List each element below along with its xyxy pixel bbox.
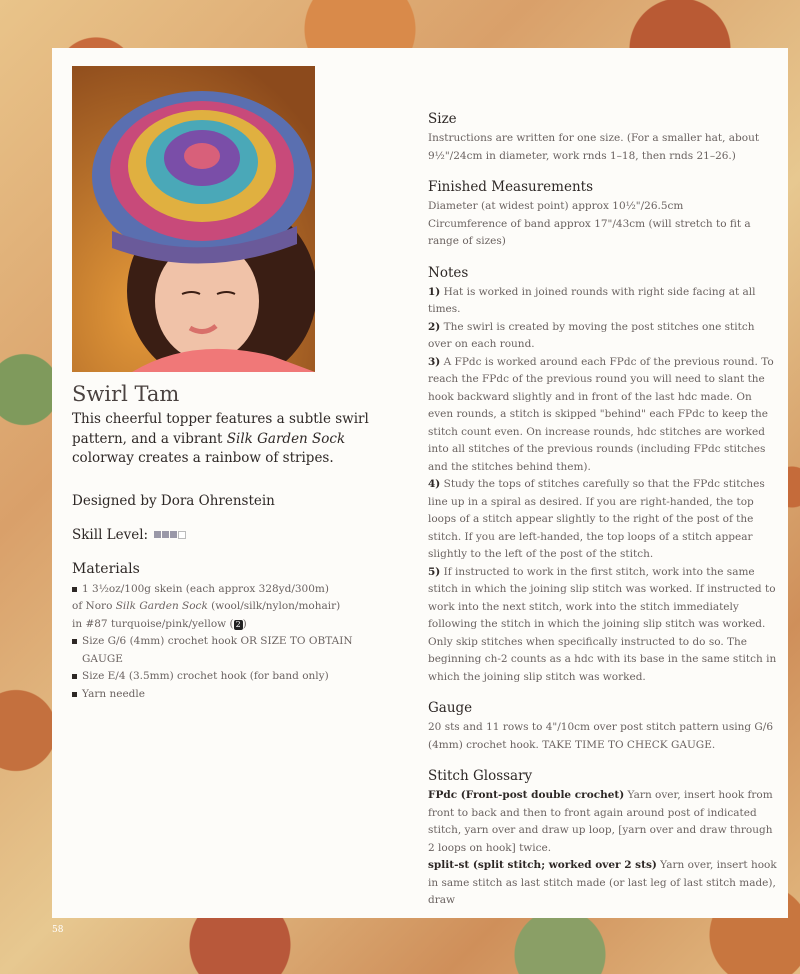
finished-measurements-section — [428, 179, 778, 251]
gauge-text: 20 sts and 11 rows to 4"/10cm over post stitch pattern using G/6 (4mm) crochet hook. TAKE TIME TO CHECK GAUGE. — [428, 721, 773, 751]
materials-item-needle: Yarn needle — [72, 686, 372, 704]
notes-heading: Notes — [428, 264, 469, 281]
skill-level — [72, 527, 372, 543]
size-section — [428, 111, 778, 165]
diameter-text: Diameter (at widest point) approx 10½"/26.5cm — [428, 200, 684, 212]
skill-box-filled — [170, 531, 177, 538]
hat-photo — [72, 66, 315, 372]
size-text: Instructions are written for one size. (For a smaller hat, about 9½"/24cm in diameter, work rnds 1–18, then rnds 21–26.) — [428, 132, 760, 162]
materials-item-hook-g: Size G/6 (4mm) crochet hook OR SIZE TO OBTAIN GAUGE — [72, 633, 372, 668]
instructions-column — [428, 111, 778, 924]
pattern-title: Swirl Tam — [72, 382, 180, 406]
bullet-icon — [72, 639, 77, 644]
bullet-icon — [72, 587, 77, 592]
materials-item-yarn: 1 3½oz/100g skein (each approx 328yd/300m) — [72, 581, 372, 599]
gauge-section — [428, 700, 778, 754]
pattern-description: This cheerful topper features a subtle swirl pattern, and a vibrant Silk Garden Sock colorway creates a rainbow of stripes. — [72, 411, 369, 466]
skill-box-filled — [162, 531, 169, 538]
circumference-text: Circumference of band approx 17"/43cm (will stretch to fit a range of sizes) — [428, 217, 751, 247]
note-item: 1) Hat is worked in joined rounds with right side facing at all times. — [428, 285, 756, 315]
skill-level-label: Skill Level: — [72, 526, 149, 543]
finished-measurements-heading: Finished Measurements — [428, 179, 594, 195]
page — [52, 48, 788, 918]
stitch-glossary-section — [428, 768, 778, 910]
note-item: 2) The swirl is created by moving the post stitches one stitch over on each round. — [428, 320, 755, 350]
materials-heading: Materials — [72, 560, 140, 577]
glossary-entry: FPdc (Front-post double crochet) Yarn over, insert hook from front to back and then to front again around post of indicated stitch, yarn over and draw up loop, [yarn over and draw through 2 loops on hook] twice. — [428, 789, 773, 854]
intro-column — [72, 382, 372, 703]
note-item: 3) A FPdc is worked around each FPdc of the previous round. To reach the FPdc of the previous round you will need to slant the hook backward slightly and in front of the last hdc made. On even rounds, a stitch is skipped "behind" each FPdc to keep the stitch count even. On increase rounds, hdc stitches are worked into all stitches of the previous rounds (including FPdc stitches and the stitches behind them). — [428, 355, 774, 473]
page-number: 58 — [52, 925, 64, 935]
materials-item-yarn-color: in #87 turquoise/pink/yellow ( 2 ) — [72, 617, 247, 630]
note-item: 5) If instructed to work in the first stitch, work into the same stitch in which the joining slip stitch was worked. If instructed to work into the next stitch, work into the stitch immediately following the stitch in which the joining slip stitch was worked. Only skip stitches when specifically instructed to do so. The beginning ch-2 counts as a hdc with its base in the same stitch in which the joining slip stitch was worked. — [428, 565, 777, 683]
materials-list — [72, 581, 372, 704]
note-item: 4) Study the tops of stitches carefully so that the FPdc stitches line up in a spiral as desired. If you are right-handed, the top loops of a stitch appear slightly to the right of the post of the stitch. If you are left-handed, the top loops of a stitch appear slightly to the left of the post of the stitch. — [428, 478, 765, 560]
glossary-entry: split-st (split stitch; worked over 2 sts) Yarn over, insert hook in same stitch as last stitch made (or last leg of last stitch made), draw — [428, 859, 777, 906]
designer-credit: Designed by Dora Ohrenstein — [72, 492, 275, 509]
gauge-heading: Gauge — [428, 700, 473, 716]
bullet-icon — [72, 692, 77, 697]
yarn-weight-icon: 2 — [235, 619, 241, 629]
notes-section — [428, 265, 778, 687]
skill-box-filled — [154, 531, 161, 538]
stitch-glossary-heading: Stitch Glossary — [428, 768, 533, 784]
skill-box-empty — [178, 531, 186, 539]
bullet-icon — [72, 674, 77, 679]
woman-in-tam-illustration — [72, 66, 315, 372]
skill-level-indicator — [154, 531, 186, 539]
materials-item-yarn-cont: of Noro Silk Garden Sock (wool/silk/nylon/mohair) — [72, 600, 341, 612]
size-heading: Size — [428, 111, 457, 127]
materials-item-hook-e: Size E/4 (3.5mm) crochet hook (for band only) — [72, 668, 372, 686]
